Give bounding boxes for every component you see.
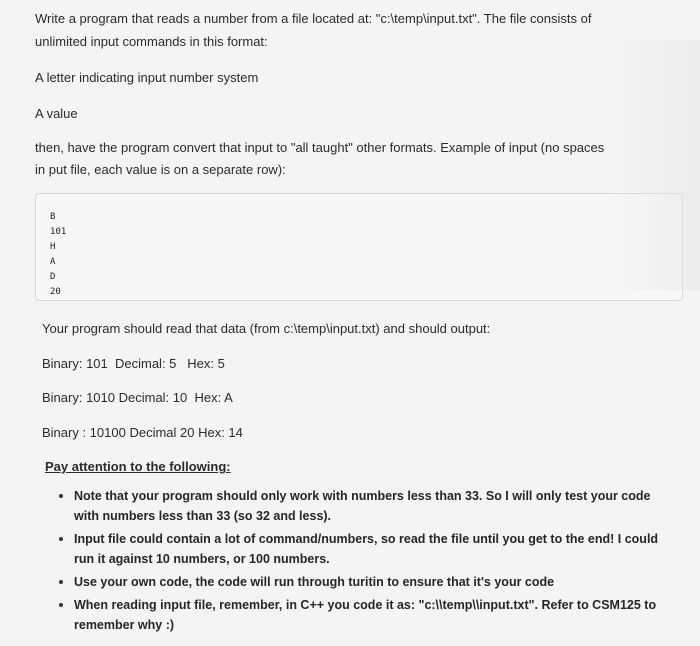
output-line-1: Binary: 101 Decimal: 5 Hex: 5 (42, 356, 225, 371)
format-item-letter: A letter indicating input number system (35, 70, 259, 85)
convert-line-1: then, have the program convert that input to "all taught" other formats. Example of input (no spaces (35, 140, 605, 155)
output-intro: Your program should read that data (from c:\temp\input.txt) and should output: (42, 321, 491, 336)
code-line: H (50, 242, 56, 252)
list-item: Input file could contain a lot of command/numbers, so read the file until you get to the end! I could run it against 10 numbers, or 100 numbers. (55, 529, 675, 569)
code-line: A (50, 257, 56, 267)
code-line: 20 (50, 287, 61, 297)
code-line: B (50, 212, 56, 222)
example-input-code-block (35, 193, 683, 301)
intro-line-1: Write a program that reads a number from a file located at: "c:\temp\input.txt". The file consists of (35, 11, 592, 26)
list-item: Note that your program should only work with numbers less than 33. So I will only test your code with numbers less than 33 (so 32 and less). (55, 486, 675, 526)
format-item-value: A value (35, 106, 78, 121)
notes-list (55, 486, 675, 638)
output-line-3: Binary : 10100 Decimal 20 Hex: 14 (42, 425, 243, 440)
code-line: 101 (50, 227, 67, 237)
example-input-lines (50, 210, 66, 300)
list-item: When reading input file, remember, in C++ you code it as: "c:\\temp\\input.txt". Refer to CSM125 to remember why :) (55, 595, 675, 635)
code-line: D (50, 272, 56, 282)
convert-line-2: in put file, each value is on a separate row): (35, 162, 286, 177)
attention-heading: Pay attention to the following: (45, 459, 231, 474)
output-line-2: Binary: 1010 Decimal: 10 Hex: A (42, 390, 233, 405)
intro-line-2: unlimited input commands in this format: (35, 34, 268, 49)
list-item: Use your own code, the code will run through turitin to ensure that it's your code (55, 572, 675, 592)
